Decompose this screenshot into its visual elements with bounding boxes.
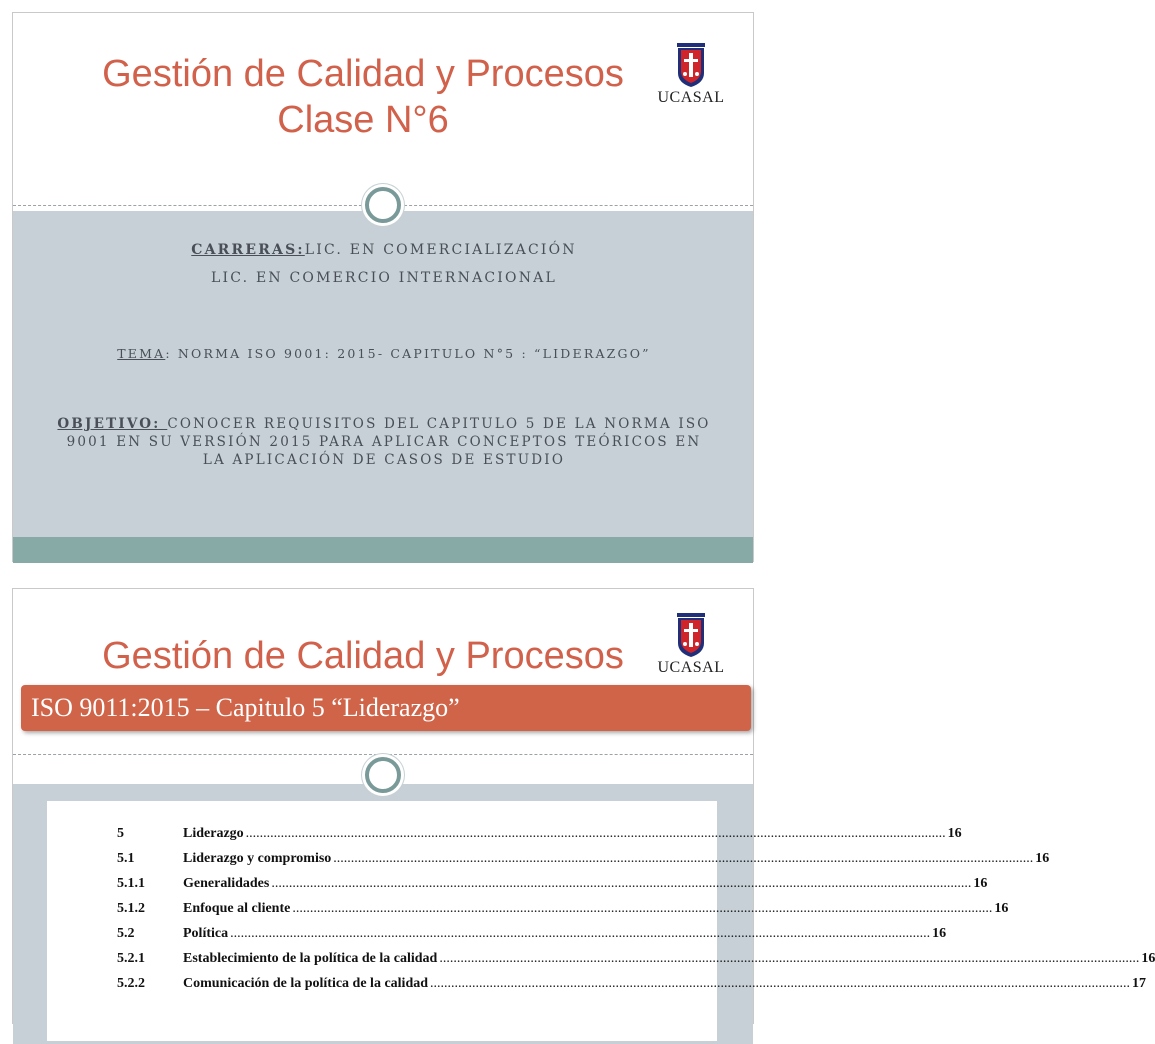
toc-number: 5.2.2 — [117, 976, 145, 991]
objetivo-text — [53, 415, 715, 469]
logo-text: UCASAL — [657, 659, 725, 676]
toc-number: 5.1.1 — [117, 876, 145, 891]
objetivo-value: CONOCER REQUISITOS DEL CAPITULO 5 DE LA NORMA ISO 9001 EN SU VERSIÓN 2015 PARA APLICAR CONCEPTOS TEÓRICOS EN LA APLICACIÓN DE CASOS DE ESTUDIO — [66, 416, 711, 468]
toc-title: Enfoque al cliente — [183, 896, 292, 921]
ucasal-logo — [651, 41, 731, 121]
carreras-label: CARRERAS: — [191, 242, 305, 258]
toc-row — [117, 821, 962, 846]
toc-number: 5 — [117, 826, 124, 841]
bottom-accent-bar — [13, 537, 753, 563]
toc-row — [117, 896, 1009, 921]
circle-ornament — [365, 757, 401, 793]
toc-row — [117, 946, 1155, 971]
toc-leader-dots: ........................................................................................................................................................................................................ — [333, 851, 1034, 866]
table-of-contents — [117, 821, 1155, 996]
carreras-line-1 — [53, 241, 715, 259]
toc-leader-dots: ........................................................................................................................................................................................................ — [430, 976, 1131, 991]
toc-leader-dots: ........................................................................................................................................................................................................ — [292, 901, 993, 916]
toc-leader-dots: ........................................................................................................................................................................................................ — [271, 876, 972, 891]
tema-label: TEMA — [117, 346, 166, 361]
title-line-1: Gestión de Calidad y Procesos — [102, 53, 624, 95]
objetivo-label: OBJETIVO: — [57, 416, 168, 432]
toc-row — [117, 971, 1147, 996]
ucasal-shield-icon — [651, 611, 731, 691]
carreras-value-1: LIC. EN COMERCIALIZACIÓN — [304, 242, 577, 258]
slide-1 — [12, 12, 754, 562]
slide-title — [53, 51, 673, 143]
info-band — [13, 211, 753, 537]
toc-number: 5.2.1 — [117, 951, 145, 966]
slide-title: Gestión de Calidad y Procesos — [102, 635, 624, 677]
title-line-2: Clase N°6 — [277, 99, 449, 141]
toc-box — [47, 801, 1155, 1041]
toc-title: Liderazgo — [183, 821, 246, 846]
toc-page-number: 16 — [947, 826, 962, 841]
toc-title: Establecimiento de la política de la calidad — [183, 946, 439, 971]
tema-value: : NORMA ISO 9001: 2015- CAPITULO N°5 : “LIDERAZGO” — [165, 346, 651, 361]
logo-text: UCASAL — [657, 89, 725, 106]
slide-2 — [12, 588, 1155, 1024]
toc-title: Generalidades — [183, 871, 271, 896]
toc-leader-dots: ........................................................................................................................................................................................................ — [230, 926, 931, 941]
toc-page-number: 16 — [1035, 851, 1050, 866]
chapter-banner: ISO 9011:2015 – Capitulo 5 “Liderazgo” — [21, 685, 751, 731]
toc-title: Política — [183, 921, 230, 946]
toc-title: Comunicación de la política de la calidad — [183, 971, 430, 996]
carreras-line-2: LIC. EN COMERCIO INTERNACIONAL — [211, 270, 557, 286]
toc-leader-dots: ........................................................................................................................................................................................................ — [439, 951, 1140, 966]
toc-row — [117, 921, 947, 946]
toc-number: 5.2 — [117, 926, 135, 941]
circle-ornament — [365, 187, 401, 223]
toc-page-number: 17 — [1132, 976, 1147, 991]
toc-page-number: 16 — [932, 926, 947, 941]
ucasal-shield-icon — [651, 41, 731, 121]
tema-text — [53, 345, 715, 362]
toc-title: Liderazgo y compromiso — [183, 846, 333, 871]
toc-number: 5.1 — [117, 851, 135, 866]
toc-page-number: 16 — [994, 901, 1009, 916]
toc-leader-dots: ........................................................................................................................................................................................................ — [245, 826, 946, 841]
toc-page-number: 16 — [973, 876, 988, 891]
ucasal-logo — [651, 611, 731, 691]
toc-page-number: 16 — [1141, 951, 1155, 966]
toc-row — [117, 846, 1050, 871]
toc-number: 5.1.2 — [117, 901, 145, 916]
divider — [13, 754, 753, 755]
toc-row — [117, 871, 988, 896]
